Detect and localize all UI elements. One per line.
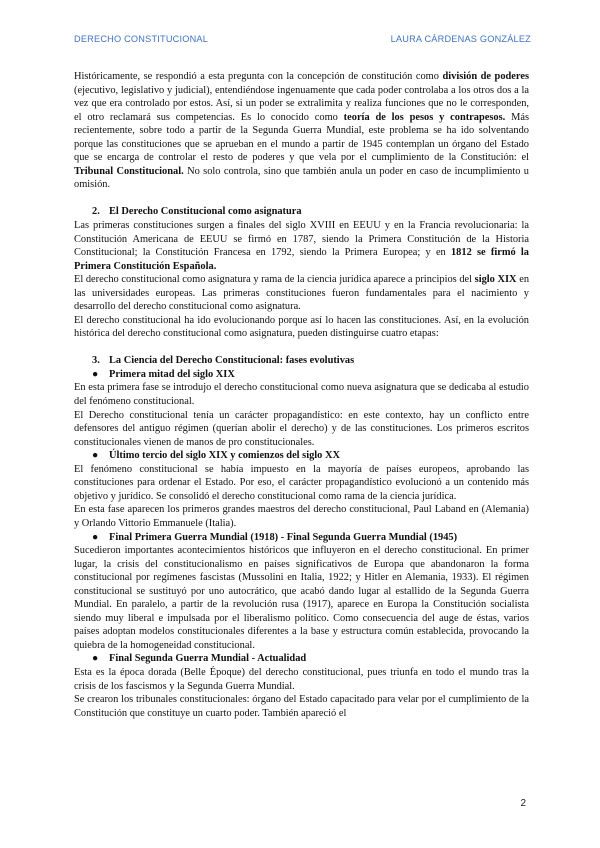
section-title: La Ciencia del Derecho Constitucional: fases evolutivas [109, 355, 355, 367]
paragraph-primeras-constituciones [74, 219, 529, 273]
section-number: 2. [92, 206, 100, 218]
header-course-title: DERECHO CONSTITUCIONAL [74, 34, 209, 44]
bullet-icon: ● [92, 531, 99, 543]
phase-paragraph: En esta fase aparecen los primeros grandes maestros del derecho constitucional, Paul Laband en (Alemania) y Orlando Vittorio Emmanuele (Italia). [74, 504, 529, 529]
phase-paragraph: El fenómeno constitucional se había impuesto en la mayoría de países europeos, aprobando las constituciones para ordenar el Estado. Por eso, el carácter propagandístico evolucionó a un contenido más objetivo y jurídico. Se consolidó el derecho constitucional como rama de la ciencia jurídica. [74, 463, 529, 502]
bold-term: 1812 se firmó la Primera Constitución Española. [74, 247, 529, 272]
phase-heading-3 [74, 531, 529, 545]
header-author-name: LAURA CÁRDENAS GONZÁLEZ [390, 34, 531, 44]
text-run: en las universidades europeas. Las primeras constituciones fueron fundamentales para el nacimiento y desarrollo del derecho constitucional como asignatura. [74, 274, 530, 313]
phase-title: Final Primera Guerra Mundial (1918) - Final Segunda Guerra Mundial (1945) [109, 531, 458, 543]
phase-heading-2 [74, 449, 529, 463]
phase-paragraph: Esta es la época dorada (Belle Époque) del derecho constitucional, pues triunfa en todo el mundo tras la crisis de los fascismos y la Segunda Guerra Mundial. [74, 666, 529, 692]
section-heading-2 [74, 205, 529, 219]
phase-title: Primera mitad del siglo XIX [109, 368, 235, 380]
phase-paragraph: Sucedieron importantes acontecimientos históricos que influyeron en el derecho constitucional. En primer lugar, la crisis del constitucionalismo en países significativos de Europa que abandonaron la forma constitucional por regímenes fascistas (Mussolini en Italia, 1922; y Hitler en Alemania, 1933). El régimen constitucional se sustituyó por uno autocrático, que acabó dando lugar al estallido de la Segunda Guerra Mundial. En paralelo, a partir de la revolución rusa (1917), aparece en Europa la Constitución socialista siendo muy liberal e impulsada por el liberalismo político. Como consecuencia del auge de éstas, varios países adoptan modelos constitucionales diferentes a la base y estructura común establecida, provocando la quiebra de la homogeneidad constitucional. [74, 545, 529, 651]
paragraph-asignatura [74, 273, 529, 314]
paragraph-evolucion: El derecho constitucional ha ido evolucionando porque así lo hacen las constituciones. Así, en la evolución histórica del derecho constitucional como asignatura, pueden distinguirse cuatro etapas: [74, 314, 529, 340]
text-run: Históricamente, se respondió a esta pregunta con la concepción de constitución como [74, 71, 443, 82]
phase-title: Último tercio del siglo XIX y comienzos del siglo XX [109, 450, 340, 462]
bold-term: teoría de los pesos y contrapesos. [343, 111, 506, 123]
document-body [74, 70, 529, 720]
phase-heading-1 [74, 368, 529, 382]
phase-paragraph: En esta primera fase se introdujo el derecho constitucional como nueva asignatura que se dedicaba al estudio del fenómeno constitucional. [74, 382, 529, 408]
bullet-icon: ● [92, 368, 99, 380]
text-run: Más recientemente, sobre todo a partir de la Segunda Guerra Mundial, este problema se ha ido solventando porque las constituciones que se aprueban en el mundo a partir de 1945 contemplan un órgano del Estado que se encarga de controlar el resto de poderes y que vela por el cumplimiento de la Constitución: el [74, 111, 529, 164]
text-run: Las primeras constituciones surgen a finales del siglo XVIII en EEUU y en la Francia revolucionaria: la Constitución Americana de EEUU se firmó en 1787, siendo la Primera Constitución de la Historia Constitucional; la Constitución Francesa en 1792, siendo la Primera Europea; y en [74, 219, 529, 259]
section-heading-3 [74, 354, 529, 368]
phase-paragraph: Se crearon los tribunales constitucionales: órgano del Estado capacitado para velar por el cumplimiento de la Constitución que constituye un cuarto poder. También apareció el [74, 694, 529, 719]
bullet-icon: ● [92, 450, 99, 462]
bold-term: división de poderes [442, 71, 529, 82]
bold-term: siglo XIX [474, 274, 517, 286]
text-run: No solo controla, sino que también anula un poder en caso de incumplimiento u omisión. [74, 165, 529, 191]
bullet-icon: ● [92, 653, 99, 665]
section-number: 3. [92, 355, 100, 367]
text-run: El derecho constitucional como asignatura y rama de la ciencia jurídica aparece a principios del [74, 274, 475, 286]
phase-paragraph: El Derecho constitucional tenía un carácter propagandístico: en este contexto, hay un conflicto entre defensores del antiguo régimen (querían abolir el derecho) y de las constituciones. Los primeros escritos constitucionales vienen de manos de pro constitucionales. [74, 409, 529, 448]
bold-term: Tribunal Constitucional. [74, 165, 184, 177]
page-number: 2 [520, 798, 526, 809]
phase-title: Final Segunda Guerra Mundial - Actualidad [109, 653, 307, 665]
phase-heading-4 [74, 652, 529, 666]
paragraph-division-poderes [74, 70, 529, 192]
text-run: (ejecutivo, legislativo y judicial), entendiéndose ingenuamente que cada poder controlaba a los otros dos a la vez que era controlado por estos. Así, si un poder se extralimita y realiza funciones que no le corresponden, el otro reclamará sus competencias. Es lo conocido como [74, 84, 529, 123]
section-title: El Derecho Constitucional como asignatura [109, 206, 302, 218]
